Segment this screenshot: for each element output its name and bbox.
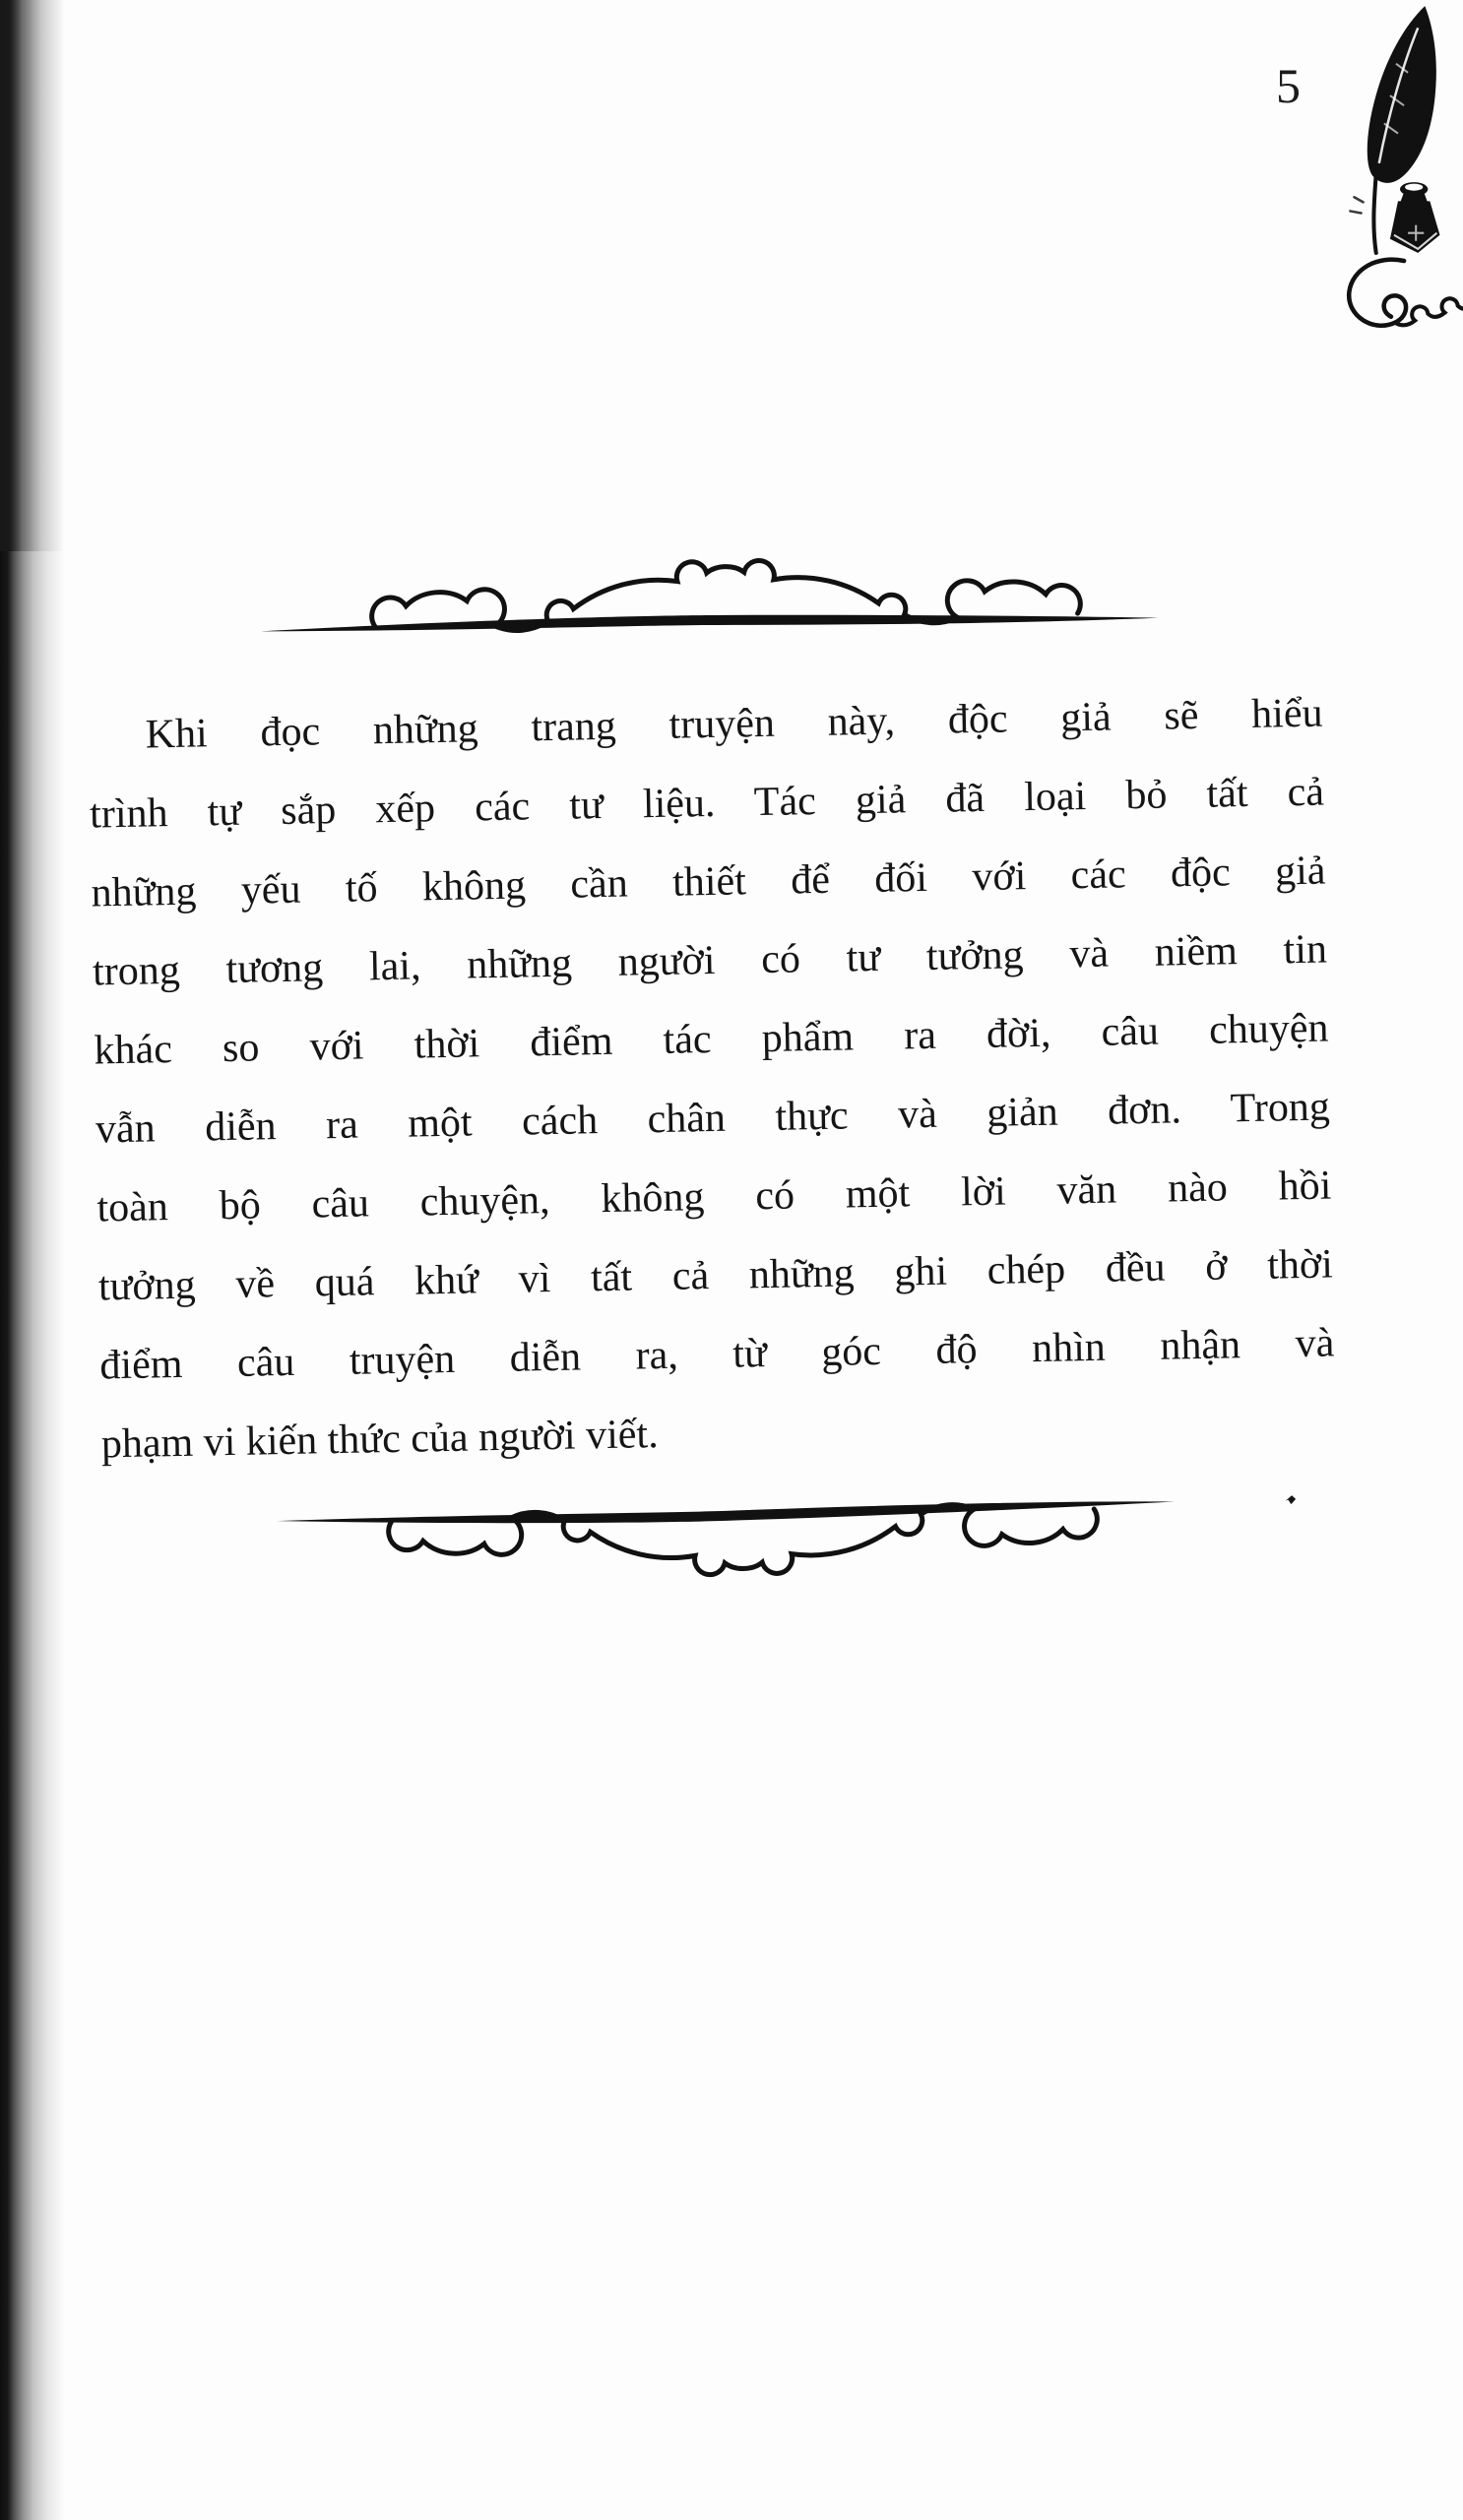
text-line: những yếu tố không cần thiết để đối với các độc giả xyxy=(91,848,1326,916)
text-line: trình tự sắp xếp các tư liệu. Tác giả đã loại bỏ tất cả xyxy=(89,769,1325,838)
text-line: vẫn diễn ra một cách chân thực và giản đơn. Trong xyxy=(95,1084,1331,1153)
text-line: điểm câu truyện diễn ra, từ góc độ nhìn nhận và xyxy=(99,1320,1335,1389)
text-line: trong tương lai, những người có tư tưởng và niềm tin xyxy=(92,926,1328,995)
text-line: khác so với thời điểm tác phẩm ra đời, câu chuyện xyxy=(94,1005,1329,1074)
bottom-flourish-divider-icon xyxy=(272,1489,1183,1605)
text-line: Khi đọc những trang truyện này, độc giả sẽ hiểu xyxy=(145,690,1323,758)
text-line: phạm vi kiến thức của người viết. xyxy=(100,1412,660,1468)
text-line: tưởng về quá khứ vì tất cả những ghi chép đều ở thời xyxy=(97,1241,1334,1310)
text-block xyxy=(59,528,1364,1608)
paragraph xyxy=(88,674,1336,1484)
page-number: 5 xyxy=(1276,58,1302,113)
scan-edge-shadow xyxy=(0,0,69,2520)
top-flourish-divider-icon xyxy=(254,531,1166,646)
text-line: toàn bộ câu chuyện, không có một lời văn nào hồi xyxy=(96,1163,1332,1231)
quill-inkwell-icon xyxy=(1331,0,1463,346)
